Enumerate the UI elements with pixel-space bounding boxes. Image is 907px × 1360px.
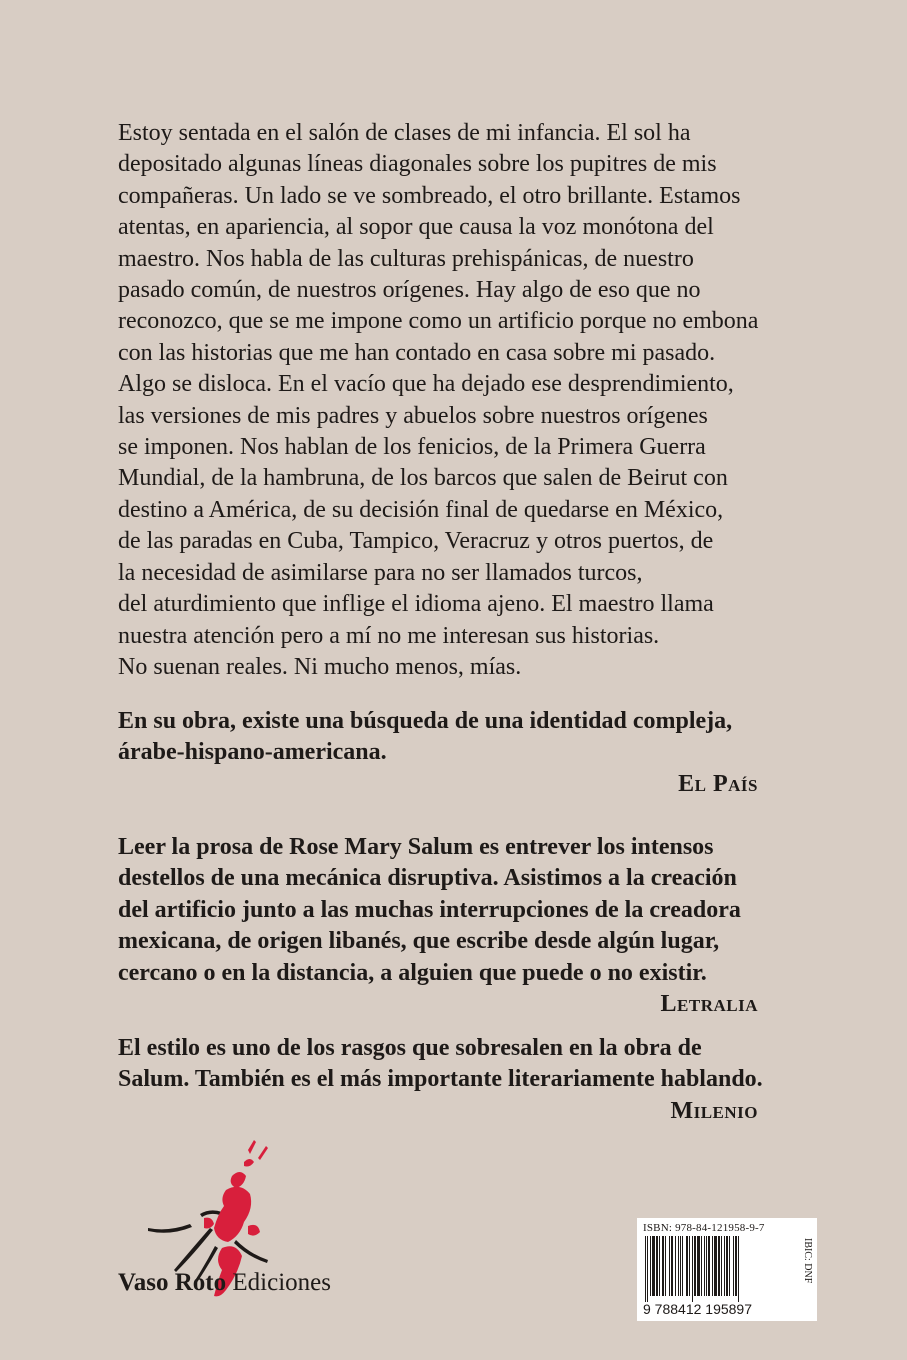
barcode-bar: [682, 1236, 683, 1296]
barcode-bar: [697, 1236, 700, 1296]
barcode-bar: [701, 1236, 702, 1296]
synopsis-line: se imponen. Nos hablan de los fenicios, de la Primera Guerra: [118, 434, 706, 461]
synopsis-line: con las historias que me han contado en casa sobre mi pasado.: [118, 339, 716, 366]
bic-label: IBIC: DNF: [802, 1238, 813, 1284]
quote-line: del artificio junto a las muchas interrupciones de la creadora: [118, 896, 741, 923]
barcode-bar: [680, 1236, 681, 1296]
barcode-bar: [714, 1236, 717, 1296]
barcode-bar: [675, 1236, 676, 1296]
barcode-bar: [729, 1236, 730, 1296]
synopsis-line: las versiones de mis padres y abuelos sobre nuestros orígenes: [118, 402, 708, 429]
synopsis-line: Algo se disloca. En el vacío que ha dejado ese desprendimiento,: [118, 371, 734, 398]
barcode-bar: [650, 1236, 651, 1296]
barcode-bar: [659, 1236, 660, 1296]
synopsis-line: la necesidad de asimilarse para no ser llamados turcos,: [118, 559, 643, 586]
synopsis-line: Estoy sentada en el salón de clases de mi infancia. El sol ha: [118, 120, 691, 146]
synopsis-line: maestro. Nos habla de las culturas prehispánicas, de nuestro: [118, 245, 694, 272]
isbn-barcode: [637, 1218, 817, 1321]
synopsis-line: reconozco, que se me impone como un artificio porque no embona: [118, 308, 759, 335]
barcode-bars-icon: [643, 1236, 795, 1302]
isbn-label: ISBN: 978-84-121958-9-7: [643, 1222, 765, 1234]
barcode-bar: [692, 1236, 693, 1302]
quote-line: El estilo es uno de los rasgos que sobresalen en la obra de: [118, 1035, 702, 1061]
barcode-bar: [738, 1236, 739, 1302]
publisher-name-bold: Vaso Roto: [118, 1269, 227, 1296]
barcode-bar: [669, 1236, 670, 1296]
barcode-bar: [656, 1236, 658, 1296]
barcode-bar: [718, 1236, 720, 1296]
review-quote-milenio: [118, 1033, 778, 1127]
quote-line: mexicana, de origen libanés, que escribe desde algún lugar,: [118, 928, 720, 955]
synopsis-line: destino a América, de su decisión final de quedarse en México,: [118, 496, 724, 523]
barcode-bar: [671, 1236, 673, 1296]
barcode-digits: 9 788412 195897: [643, 1301, 752, 1317]
quote-source: El País: [678, 770, 758, 797]
barcode-bar: [686, 1236, 688, 1296]
barcode-bar: [689, 1236, 690, 1296]
quote-source: Letralia: [660, 991, 758, 1018]
synopsis-line: de las paradas en Cuba, Tampico, Veracruz y otros puertos, de: [118, 528, 714, 555]
quote-line: En su obra, existe una búsqueda de una identidad compleja,: [118, 708, 733, 734]
barcode-bar: [678, 1236, 679, 1296]
review-quote-el-pais: [118, 706, 778, 800]
barcode-bar: [694, 1236, 696, 1296]
barcode-bar: [721, 1236, 722, 1296]
quote-line: árabe-hispano-americana.: [118, 739, 387, 766]
synopsis-line: del aturdimiento que inflige el idioma ajeno. El maestro llama: [118, 591, 714, 618]
quote-line: Salum. También es el más importante literariamente hablando.: [118, 1066, 763, 1093]
review-quote-letralia: [118, 832, 778, 1020]
barcode-bar: [706, 1236, 707, 1296]
barcode-bar: [733, 1236, 734, 1296]
barcode-bar: [645, 1236, 646, 1302]
barcode-bar: [704, 1236, 705, 1296]
publisher-name: [118, 1269, 331, 1297]
barcode-bar: [712, 1236, 713, 1296]
synopsis-line: Mundial, de la hambruna, de los barcos que salen de Beirut con: [118, 465, 728, 492]
barcode-bar: [726, 1236, 728, 1296]
barcode-bar: [735, 1236, 737, 1296]
synopsis-line: nuestra atención pero a mí no me interesan sus historias.: [118, 622, 660, 649]
barcode-bar: [724, 1236, 725, 1296]
barcode-bar: [647, 1236, 648, 1302]
barcode-bar: [652, 1236, 655, 1296]
quote-line: destellos de una mecánica disruptiva. Asistimos a la creación: [118, 865, 737, 892]
quote-source: Milenio: [670, 1097, 758, 1124]
synopsis-text: [118, 118, 798, 683]
synopsis-line: atentas, en apariencia, al sopor que causa la voz monótona del: [118, 214, 714, 241]
publisher-name-rest: Ediciones: [232, 1269, 331, 1296]
quote-line: cercano o en la distancia, a alguien que puede o no existir.: [118, 959, 707, 986]
barcode-bar: [662, 1236, 664, 1296]
synopsis-line: depositado algunas líneas diagonales sobre los pupitres de mis: [118, 151, 717, 178]
barcode-bar: [665, 1236, 666, 1296]
synopsis-line: pasado común, de nuestros orígenes. Hay algo de eso que no: [118, 277, 701, 304]
barcode-bar: [708, 1236, 710, 1296]
quote-line: Leer la prosa de Rose Mary Salum es entrever los intensos: [118, 834, 714, 860]
synopsis-line: No suenan reales. Ni mucho menos, mías.: [118, 653, 522, 680]
synopsis-line: compañeras. Un lado se ve sombreado, el otro brillante. Estamos: [118, 182, 741, 209]
